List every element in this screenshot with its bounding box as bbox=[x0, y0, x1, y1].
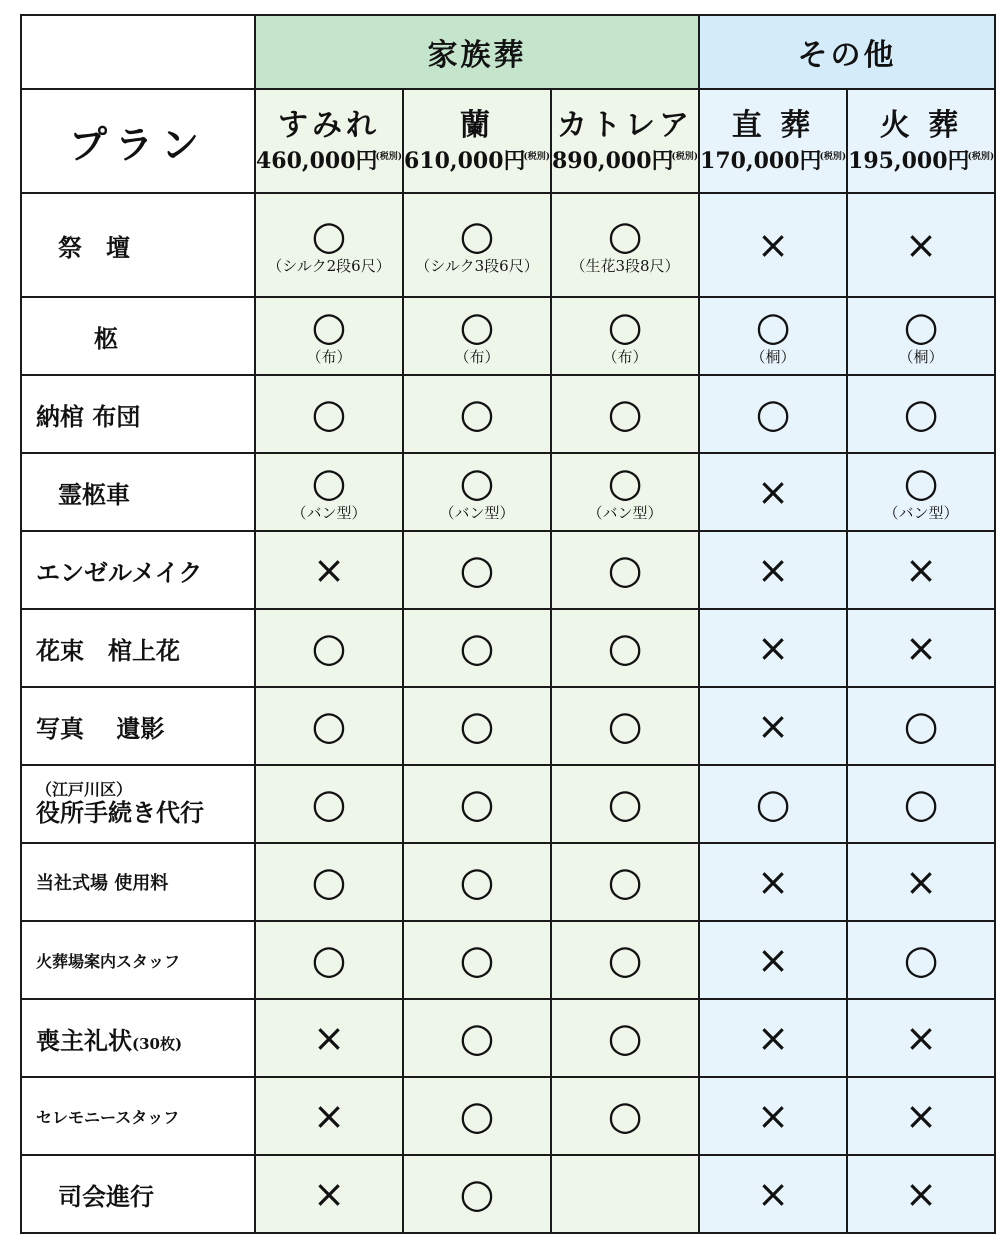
excluded-mark: × bbox=[757, 704, 789, 748]
plan-cell bbox=[847, 297, 995, 375]
row-label bbox=[21, 1077, 255, 1155]
plan-name: 蘭 bbox=[460, 108, 494, 143]
plan-cell bbox=[699, 531, 847, 609]
plan-cell bbox=[255, 297, 403, 375]
row-label-text: 祭 壇 bbox=[58, 232, 130, 262]
excluded-mark: × bbox=[905, 626, 937, 670]
plan-cell bbox=[699, 999, 847, 1077]
plan-cell bbox=[551, 453, 699, 531]
plan-cell bbox=[255, 687, 403, 765]
table-row bbox=[21, 843, 995, 921]
included-mark: ○ bbox=[607, 781, 643, 827]
plan-cell bbox=[699, 1077, 847, 1155]
table-row bbox=[21, 765, 995, 843]
excluded-mark: × bbox=[757, 1016, 789, 1060]
table-row bbox=[21, 297, 995, 375]
included-mark: ○ bbox=[311, 460, 347, 506]
excluded-mark: × bbox=[905, 1016, 937, 1060]
excluded-mark: × bbox=[313, 1016, 345, 1060]
included-mark: ○ bbox=[459, 213, 495, 259]
included-mark: ○ bbox=[903, 391, 939, 437]
excluded-mark: × bbox=[757, 223, 789, 267]
cell-note: （バン型） bbox=[587, 504, 663, 522]
tax-note: (税別) bbox=[967, 152, 995, 162]
plan-cell bbox=[255, 1077, 403, 1155]
plan-cell bbox=[699, 1155, 847, 1233]
plan-name: 直 葬 bbox=[731, 108, 815, 143]
row-label bbox=[21, 375, 255, 453]
table-row bbox=[21, 999, 995, 1077]
excluded-mark: × bbox=[757, 1094, 789, 1138]
included-mark: ○ bbox=[459, 1093, 495, 1139]
included-mark: ○ bbox=[459, 859, 495, 905]
included-mark: ○ bbox=[459, 781, 495, 827]
row-label-text: 写真 遺影 bbox=[36, 713, 165, 743]
plan-cell bbox=[403, 193, 551, 297]
plan-cell bbox=[847, 1155, 995, 1233]
included-mark: ○ bbox=[311, 213, 347, 259]
plan-cell bbox=[403, 765, 551, 843]
plan-cell bbox=[551, 765, 699, 843]
plan-rows bbox=[21, 193, 995, 1233]
plan-name: カトレア bbox=[557, 108, 694, 143]
group-family-header: 家族葬 bbox=[255, 15, 699, 89]
excluded-mark: × bbox=[313, 1094, 345, 1138]
included-mark: ○ bbox=[459, 937, 495, 983]
plan-cell bbox=[255, 843, 403, 921]
row-label bbox=[21, 297, 255, 375]
table-row bbox=[21, 609, 995, 687]
included-mark: ○ bbox=[607, 1015, 643, 1061]
included-mark: ○ bbox=[903, 937, 939, 983]
plan-cell bbox=[699, 687, 847, 765]
plan-cell bbox=[551, 1077, 699, 1155]
plan-cell bbox=[847, 921, 995, 999]
plan-cell bbox=[403, 531, 551, 609]
included-mark: ○ bbox=[459, 1015, 495, 1061]
plan-header-chokuso bbox=[699, 89, 847, 193]
corner-cell bbox=[21, 15, 255, 89]
plan-cell bbox=[699, 609, 847, 687]
table-row bbox=[21, 1155, 995, 1233]
excluded-mark: × bbox=[757, 626, 789, 670]
plan-cell bbox=[551, 375, 699, 453]
included-mark: ○ bbox=[755, 304, 791, 350]
plan-cell bbox=[255, 999, 403, 1077]
cell-note: （バン型） bbox=[439, 504, 515, 522]
excluded-mark: × bbox=[757, 470, 789, 514]
plan-cell bbox=[551, 921, 699, 999]
tax-note: (税別) bbox=[523, 152, 551, 162]
row-label-text: 喪主礼状 bbox=[36, 1025, 132, 1055]
included-mark: ○ bbox=[459, 391, 495, 437]
plan-cell bbox=[255, 193, 403, 297]
table-row bbox=[21, 193, 995, 297]
plan-cell bbox=[847, 687, 995, 765]
table-row bbox=[21, 921, 995, 999]
included-mark: ○ bbox=[607, 937, 643, 983]
plan-comparison-table bbox=[20, 14, 996, 1234]
included-mark: ○ bbox=[311, 781, 347, 827]
plan-header-sumire bbox=[255, 89, 403, 193]
row-label-text: エンゼルメイク bbox=[36, 557, 203, 587]
excluded-mark: × bbox=[757, 548, 789, 592]
cell-note: （シルク2段6尺） bbox=[267, 257, 391, 275]
cell-note: （バン型） bbox=[291, 504, 367, 522]
plan-cell bbox=[403, 999, 551, 1077]
row-label bbox=[21, 765, 255, 843]
plan-cell bbox=[551, 297, 699, 375]
row-label bbox=[21, 999, 255, 1077]
plan-price: 890,000円$^{(税別)}$ bbox=[552, 148, 699, 174]
row-label-text: 司会進行 bbox=[58, 1181, 154, 1211]
plan-cell bbox=[847, 765, 995, 843]
plan-cell bbox=[847, 843, 995, 921]
plan-cell bbox=[403, 609, 551, 687]
included-mark: ○ bbox=[607, 859, 643, 905]
plan-cell bbox=[255, 765, 403, 843]
included-mark: ○ bbox=[311, 937, 347, 983]
included-mark: ○ bbox=[755, 781, 791, 827]
plan-cell bbox=[255, 453, 403, 531]
cell-note: （バン型） bbox=[883, 504, 959, 522]
included-mark: ○ bbox=[459, 547, 495, 593]
included-mark: ○ bbox=[459, 460, 495, 506]
tax-note: (税別) bbox=[671, 152, 699, 162]
row-label bbox=[21, 531, 255, 609]
plan-cell bbox=[403, 843, 551, 921]
excluded-mark: × bbox=[905, 223, 937, 267]
tax-note: (税別) bbox=[819, 152, 847, 162]
cell-note: （桐） bbox=[898, 348, 944, 366]
excluded-mark: × bbox=[313, 1172, 345, 1216]
plan-header-row bbox=[21, 89, 995, 193]
included-mark: ○ bbox=[459, 304, 495, 350]
included-mark: ○ bbox=[903, 304, 939, 350]
plan-cell bbox=[551, 843, 699, 921]
plan-cell bbox=[699, 375, 847, 453]
table-row bbox=[21, 531, 995, 609]
included-mark: ○ bbox=[459, 625, 495, 671]
plan-cell bbox=[551, 531, 699, 609]
row-label-text: 柩 bbox=[94, 323, 118, 353]
excluded-mark: × bbox=[905, 860, 937, 904]
plan-cell bbox=[403, 1077, 551, 1155]
row-label-text: 霊柩車 bbox=[58, 479, 130, 509]
included-mark: ○ bbox=[607, 460, 643, 506]
cell-note: （桐） bbox=[750, 348, 796, 366]
table-row bbox=[21, 375, 995, 453]
plan-name: 火 葬 bbox=[879, 108, 963, 143]
row-label bbox=[21, 687, 255, 765]
plan-header-cattleya bbox=[551, 89, 699, 193]
row-label-text: 火葬場案内スタッフ bbox=[36, 951, 181, 971]
included-mark: ○ bbox=[607, 213, 643, 259]
included-mark: ○ bbox=[903, 781, 939, 827]
row-label bbox=[21, 921, 255, 999]
table-row bbox=[21, 453, 995, 531]
row-label-main: 役所手続き代行 bbox=[36, 798, 204, 827]
included-mark: ○ bbox=[903, 703, 939, 749]
plan-cell bbox=[847, 193, 995, 297]
plan-header-label: プラン bbox=[21, 89, 255, 193]
plan-cell bbox=[699, 297, 847, 375]
plan-price: 610,000円$^{(税別)}$ bbox=[404, 148, 551, 174]
row-label bbox=[21, 843, 255, 921]
table-row bbox=[21, 1077, 995, 1155]
row-label-text: セレモニースタッフ bbox=[36, 1107, 180, 1127]
plan-cell bbox=[403, 921, 551, 999]
cell-note: （生花3段8尺） bbox=[570, 257, 680, 275]
plan-cell bbox=[847, 453, 995, 531]
plan-cell bbox=[699, 921, 847, 999]
included-mark: ○ bbox=[459, 703, 495, 749]
included-mark: ○ bbox=[607, 547, 643, 593]
plan-cell bbox=[255, 1155, 403, 1233]
excluded-mark: × bbox=[905, 1172, 937, 1216]
plan-cell bbox=[699, 765, 847, 843]
excluded-mark: × bbox=[905, 1094, 937, 1138]
plan-cell bbox=[551, 193, 699, 297]
cell-note: （シルク3段6尺） bbox=[415, 257, 539, 275]
plan-cell bbox=[255, 375, 403, 453]
tax-note: (税別) bbox=[375, 152, 403, 162]
plan-price: 460,000円$^{(税別)}$ bbox=[256, 148, 403, 174]
row-label bbox=[21, 609, 255, 687]
row-label-suffix: (30枚) bbox=[132, 1034, 183, 1053]
included-mark: ○ bbox=[311, 304, 347, 350]
row-label bbox=[21, 193, 255, 297]
included-mark: ○ bbox=[607, 703, 643, 749]
row-label-text: 花束 棺上花 bbox=[36, 635, 180, 665]
table-row bbox=[21, 687, 995, 765]
plan-cell bbox=[551, 687, 699, 765]
plan-header-kaso bbox=[847, 89, 995, 193]
plan-cell bbox=[403, 1155, 551, 1233]
plan-price: 195,000円$^{(税別)}$ bbox=[848, 148, 995, 174]
included-mark: ○ bbox=[607, 304, 643, 350]
included-mark: ○ bbox=[607, 1093, 643, 1139]
plan-cell bbox=[847, 999, 995, 1077]
plan-cell bbox=[551, 999, 699, 1077]
plan-cell bbox=[255, 921, 403, 999]
excluded-mark: × bbox=[313, 548, 345, 592]
included-mark: ○ bbox=[607, 391, 643, 437]
row-label-text: 当社式場 使用料 bbox=[36, 873, 169, 894]
plan-name: すみれ bbox=[278, 108, 380, 143]
plan-cell bbox=[551, 1155, 699, 1233]
plan-cell bbox=[403, 375, 551, 453]
plan-cell bbox=[403, 297, 551, 375]
cell-note: （布） bbox=[602, 348, 648, 366]
plan-cell bbox=[847, 531, 995, 609]
included-mark: ○ bbox=[311, 391, 347, 437]
included-mark: ○ bbox=[755, 391, 791, 437]
plan-cell bbox=[551, 609, 699, 687]
included-mark: ○ bbox=[311, 859, 347, 905]
plan-cell bbox=[403, 453, 551, 531]
included-mark: ○ bbox=[311, 625, 347, 671]
plan-cell bbox=[699, 453, 847, 531]
excluded-mark: × bbox=[757, 938, 789, 982]
plan-price: 170,000円$^{(税別)}$ bbox=[700, 148, 847, 174]
group-header-row bbox=[21, 15, 995, 89]
plan-cell bbox=[699, 843, 847, 921]
included-mark: ○ bbox=[459, 1171, 495, 1217]
excluded-mark: × bbox=[757, 860, 789, 904]
plan-cell bbox=[847, 609, 995, 687]
group-other-header: その他 bbox=[699, 15, 995, 89]
excluded-mark: × bbox=[905, 548, 937, 592]
plan-header-ran bbox=[403, 89, 551, 193]
row-label-text: 納棺 布団 bbox=[36, 401, 141, 431]
row-label bbox=[21, 1155, 255, 1233]
plan-cell bbox=[847, 1077, 995, 1155]
row-label-sub: （江戸川区） bbox=[36, 780, 133, 799]
included-mark: ○ bbox=[311, 703, 347, 749]
plan-cell bbox=[699, 193, 847, 297]
included-mark: ○ bbox=[607, 625, 643, 671]
plan-cell bbox=[255, 531, 403, 609]
cell-note: （布） bbox=[306, 348, 352, 366]
plan-cell bbox=[847, 375, 995, 453]
included-mark: ○ bbox=[903, 460, 939, 506]
cell-note: （布） bbox=[454, 348, 500, 366]
excluded-mark: × bbox=[757, 1172, 789, 1216]
row-label bbox=[21, 453, 255, 531]
plan-cell bbox=[403, 687, 551, 765]
plan-cell bbox=[255, 609, 403, 687]
